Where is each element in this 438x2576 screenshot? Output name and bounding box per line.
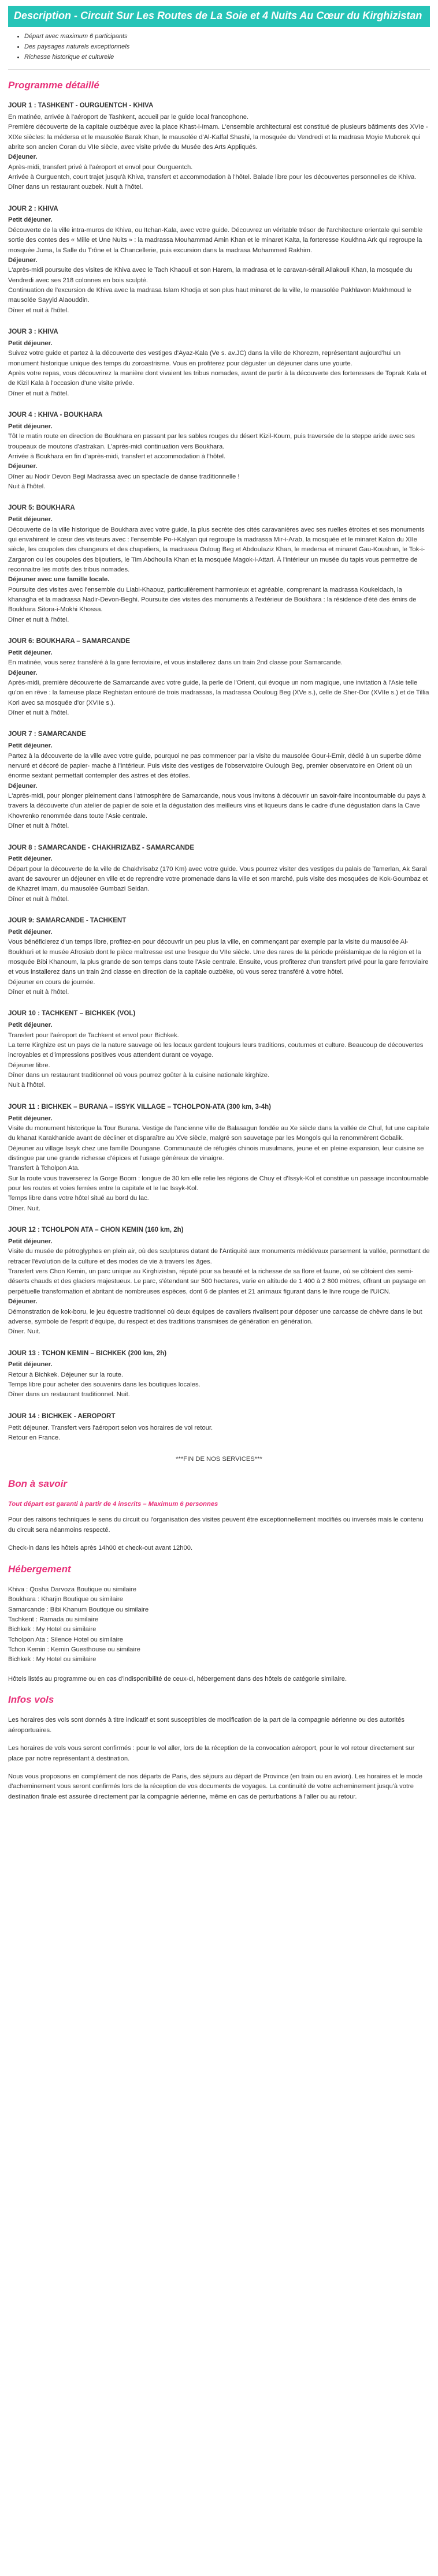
day-block [8, 1225, 430, 1337]
day-line: Suivez votre guide et partez à la découverte des vestiges d'Ayaz-Kala (Ve s. av.JC) dans la ville de Khorezm, représentant aujourd'hui un monument historique unique des temps du zoroastrisme. Vous en profiterez pour déguster un déjeuner dans une yourte. [8, 350, 401, 367]
good-to-know-paragraph: Pour des raisons techniques le sens du circuit ou l'organisation des visites peuvent être exceptionnellement modifiés ou inversés mais le contenu du circuit sera néanmoins respecté. [8, 1516, 424, 1534]
day-line: La terre Kirghize est un pays de la nature sauvage où les locaux gardent toujours leurs traditions, coutumes et culture. Beaucoup de découvertes incroyables et d'impressions positives vous attendent durant ce voyage. [8, 1041, 424, 1059]
day-line: Partez à la découverte de la ville avec votre guide, pourquoi ne pas commencer par la visite du mausolée Gour-i-Emir, dédié à un superbe dôme nervuré et décoré de papier- mache à l'intérieur. Puis visite des vestiges de l'observatoire Oulough Beg, premier observatoire en Orient où un énorme sextant permettait contempler des astres et des étoiles. [8, 752, 422, 780]
day-block [8, 637, 430, 718]
day-block [8, 503, 430, 625]
day-line: Visite du monument historique la Tour Burana. Vestige de l'ancienne ville de Balasagun fondée au Xe siècle dans la vallée de Chuï, fut une capitale du khanat Karakhanide avant de décliner et disparaître au XVe siècle, malgré son sauvetage par les Mongols qui la renommèrent Gobalik. [8, 1124, 429, 1142]
day-line: Petit déjeuner. [8, 1115, 53, 1122]
day-block [8, 730, 430, 831]
day-line: Départ pour la découverte de la ville de Chakhrisabz (170 Km) avec votre guide. Vous pourrez visiter des vestiges du palais de Tamerlan, Ak Saraï avant de savourer un déjeuner en ville et de reprendre votre promenade dans la ville et son marché, puis visite des mosquées de Kok-Goumbaz et de Khazret Imam, du mausolée Gumbazi Seidan. [8, 865, 428, 893]
highlight-item: • Départ avec maximum 6 participants [24, 32, 430, 42]
day-line: Dîner. Nuit. [8, 1328, 40, 1336]
day-line: Démonstration de kok-boru, le jeu équestre traditionnel où deux équipes de cavaliers rivalisent pour déposer une carcasse de chèvre dans le but adverse, symbole de l'esprit d'équipe, du respect et des traditions transmises de génération en génération. [8, 1308, 422, 1325]
day-line: Transfert à Tcholpon Ata. [8, 1165, 80, 1172]
day-line: Retour à Bichkek. Déjeuner sur la route. [8, 1371, 123, 1378]
day-line: Petit déjeuner. [8, 423, 53, 430]
day-line: Dîner et nuit à l'hôtel. [8, 822, 69, 830]
end-of-services: ***FIN DE NOS SERVICES*** [176, 1456, 262, 1463]
day-line: Petit déjeuner. [8, 742, 53, 750]
day-line: Vous bénéficierez d'un temps libre, profitez-en pour découvrir un peu plus la ville, en commençant par exemple par la visite du mausolée Al-Boukhari et le musée Afrosiab dont le pièce maîtresse est une fresque du VIIe siècle. Une des rares de la période préislamique de la région et la mosquée Bibi Khanoum, la plus grande de son temps dans toute l'Asie centrale. Ensuite, vous profiterez d'un transfert privé pour la gare ferroviaire et vous installerez dans un train 2nd classe en direction de la capitale ouzbèke, où vous serez transféré à votre hôtel. [8, 939, 429, 976]
day-line: Première découverte de la capitale ouzbèque avec la place Khast-i-Imam. L'ensemble architectural est constitué de plusieurs bâtiments des XVIe - XIXe siècles: la médersa et le mausolée Barak Khan, le mausolée d'Al-Kaffal Shashi, la mosquée du Vendredi et la madrasa Moyie Muborek qui abrite son ancien Coran du VIIe siècle, avec visite privée du Musée des Arts Appliqués. [8, 124, 428, 151]
day-line: Dîner et nuit à l'hôtel. [8, 616, 69, 623]
highlight-item: • Des paysages naturels exceptionnels [24, 42, 430, 52]
day-line: Dîner et nuit à l'hôtel. [8, 709, 69, 717]
day-block [8, 916, 430, 997]
day-line: Déjeuner. [8, 669, 38, 676]
day-block [8, 1349, 430, 1400]
day-title: JOUR 11 : BICHKEK – BURANA – ISSYK VILLAGE – TCHOLPON-ATA (300 km, 3-4h) [8, 1103, 271, 1111]
day-line: Petit déjeuner. [8, 649, 53, 656]
day-line: Déjeuner au village Issyk chez une famille Doungane. Communauté de réfugiés chinois musulmans, jeune et en pleine expansion, leur cuisine se distingue par une grande richesse d'épices et l'usage généreux de vinaigre. [8, 1145, 424, 1162]
day-line: Petit déjeuner. [8, 1238, 53, 1245]
day-line: Petit déjeuner. [8, 339, 53, 347]
day-line: Temps libre pour acheter des souvenirs dans les boutiques locales. [8, 1381, 201, 1389]
hotel-item: Bichkek : My Hotel ou similaire [8, 1656, 96, 1663]
hotel-item: Tachkent : Ramada ou similaire [8, 1616, 99, 1623]
day-line: Transfert pour l'aéroport de Tachkent et envol pour Bichkek. [8, 1031, 179, 1039]
day-line: Déjeuner en cours de journée. [8, 978, 95, 986]
day-title: JOUR 3 : KHIVA [8, 328, 58, 336]
day-title: JOUR 12 : TCHOLPON ATA – CHON KEMIN (160 km, 2h) [8, 1227, 184, 1234]
flights-paragraph: Les horaires des vols sont donnés à titre indicatif et sont susceptibles de modification de la part de la compagnie aérienne ou des autorités aéroportuaires. [8, 1717, 404, 1734]
day-block [8, 1412, 430, 1444]
hotel-item: Boukhara : Kharjin Boutique ou similaire [8, 1596, 123, 1603]
day-block [8, 204, 430, 316]
day-line: Continuation de l'excursion de Khiva avec la madrasa Islam Khodja et son plus haut minaret de la ville, le mausolée Pakhlavon Makhmoud le mausolée Sayyid Alaouddin. [8, 287, 412, 304]
good-to-know-heading: Bon à savoir [8, 1478, 68, 1489]
day-line: Arrivée à Ourguentch, court trajet jusqu'à Khiva, transfert et accommodation à l'hôtel. Balade libre pour les découvertes personnelles de Khiva. [8, 173, 417, 181]
day-line: L'après-midi poursuite des visites de Khiva avec le Tach Khaouli et son Harem, la madrasa et le caravan-sérail Allakouli Khan, la mosquée du Vendredi avec ses 218 colonnes en bois sculpté. [8, 267, 413, 284]
day-line: Retour en France. [8, 1434, 61, 1442]
day-line: Petit déjeuner. [8, 928, 53, 936]
day-title: JOUR 9: SAMARCANDE - TACHKENT [8, 917, 127, 925]
day-block [8, 843, 430, 905]
day-line: Nuit à l'hôtel. [8, 1082, 46, 1089]
day-line: Tôt le matin route en direction de Boukhara en passant par les sables rouges du désert Kizil-Koum, puis traversée de la steppe aride avec ses troupeaux de moutons d'astrakan. L'après-midi continuation vers Boukhara. [8, 433, 415, 450]
day-block [8, 1009, 430, 1090]
day-title: JOUR 8 : SAMARCANDE - CHAKHRIZABZ - SAMARCANDE [8, 844, 194, 851]
day-block [8, 1102, 430, 1214]
day-line: En matinée, vous serez transféré à la gare ferroviaire, et vous installerez dans un train 2nd classe pour Samarcande. [8, 659, 343, 667]
day-line: Petit déjeuner. [8, 216, 53, 224]
highlight-item: • Richesse historique et culturelle [24, 53, 430, 62]
day-line: Dîner dans un restaurant traditionnel. Nuit. [8, 1391, 130, 1399]
day-line: En matinée, arrivée à l'aéroport de Tashkent, accueil par le guide local francophone. [8, 113, 249, 121]
day-line: Déjeuner. [8, 1298, 38, 1306]
hotel-item: Tcholpon Ata : Silence Hotel ou similaire [8, 1636, 123, 1643]
day-line: Dîner et nuit à l'hôtel. [8, 989, 69, 996]
day-title: JOUR 5: BOUKHARA [8, 504, 75, 512]
day-line: Découverte de la ville intra-muros de Khiva, ou Itchan-Kala, avec votre guide. Découvrez un véritable trésor de l'architecture orientale qui semble sortie des contes des « Mille et Une Nuits » : la madrassa Mouhammad Amin Khan et le minaret Kalta, la forteresse Koukhna Ark qui regroupe la mosquée Juma, la Salle du Trône et la Chancellerie, puis excursion dans la madrasa Mohammed Rakhim. [8, 226, 423, 254]
guaranteed-departure-note: Tout départ est garanti à partir de 4 inscrits – Maximum 6 personnes [8, 1501, 218, 1508]
hotel-item: Samarcande : Bibi Khanum Boutique ou similaire [8, 1606, 149, 1613]
day-line: Sur la route vous traverserez la Gorge Boom : longue de 30 km elle relie les régions de Chuy et d'Issyk-Kol et constitue un passage incontournable pour les routes et voies ferrées entre la capitale et le lac Issyk-Kol. [8, 1175, 429, 1192]
day-line: Arrivée à Boukhara en fin d'après-midi, transfert et accommodation à l'hôtel. [8, 453, 226, 460]
day-line: Petit déjeuner. [8, 1022, 53, 1029]
hotels-note: Hôtels listés au programme ou en cas d'indisponibilité de ceux-ci, hébergement dans des hôtels de catégorie similaire. [8, 1675, 347, 1683]
day-line: Après votre repas, vous découvrirez la manière dont vivaient les tribus nomades, avant de partir à la découverte des forteresses de Toprak Kala et de Kizil Kala à l'occasion d'une visite privée. [8, 369, 427, 387]
good-to-know-paragraph: Check-in dans les hôtels après 14h00 et check-out avant 12h00. [8, 1545, 193, 1552]
day-line: Découverte de la ville historique de Boukhara avec votre guide, la plus secrète des cités caravanières avec ses ruelles étroites et ses monuments qui envahirent le cœur des visiteurs avec : l'ensemble Po-i-Kalyan qui regroupe la madrassa Mir-i-Arab, la mosquée et le minaret Kalon du XIIe siècle, les coupoles des changeurs et des chapeliers, la madrassa Ouloug Beg et Abdoulaziz Khan, le medersa et minaret Gau-Koushan, le Tok-i-Zargaron ou les coupoles des bijoutiers, le Tim Abdhoulla Khan et la mosquée Magok-i-Attari. À l'intérieur un musée du tapis vous permettre de reconnaitre les motifs des tribus nomades. [8, 526, 425, 573]
day-line: Dîner dans un restaurant traditionnel où vous pourrez goûter à la cuisine nationale kirghize. [8, 1072, 270, 1079]
day-line: Temps libre dans votre hôtel situé au bord du lac. [8, 1195, 149, 1202]
day-line: Déjeuner libre. [8, 1061, 50, 1069]
day-line: Dîner et nuit à l'hôtel. [8, 306, 69, 314]
day-line: Déjeuner. [8, 782, 38, 790]
day-line: Nuit à l'hôtel. [8, 483, 46, 491]
day-block [8, 101, 430, 193]
day-line: Déjeuner. [8, 154, 38, 161]
day-title: JOUR 1 : TASHKENT - OURGUENTCH - KHIVA [8, 102, 154, 109]
program-days [8, 101, 430, 1443]
day-title: JOUR 6: BOUKHARA – SAMARCANDE [8, 638, 131, 645]
hotel-item: Khiva : Qosha Darvoza Boutique ou similaire [8, 1586, 136, 1593]
day-line: Déjeuner. [8, 463, 38, 470]
day-line: Visite du musée de pétroglyphes en plein air, où des sculptures datant de l'Antiquité aux monuments médiévaux parsement la vallée, permettant de retracer l'évolution de la culture et des modes de vie à travers les âges. [8, 1248, 430, 1265]
hotel-item: Bichkek : My Hotel ou similaire [8, 1626, 96, 1633]
day-line: Transfert vers Chon Kemin, un parc unique au Kirghizistan, réputé pour sa beauté et la richesse de sa flore et faune, où se côtoient des semi-déserts chauds et des glaciers majestueux. Le parc, s'étendant sur 500 hectares, varie en altitude de 1 400 à 2 800 mètres, offrant un paysage en perpétuelle transformation et abritant de nombreuses espèces, dont 6 de plantes et 21 animaux figurant dans le livre rouge de l'UICN. [8, 1268, 426, 1295]
day-line: Dîner au Nodir Devon Begi Madrassa avec un spectacle de danse traditionnelle ! [8, 473, 240, 480]
day-title: JOUR 10 : TACHKENT – BICHKEK (VOL) [8, 1010, 136, 1018]
day-line: Poursuite des visites avec l'ensemble du Liabi-Khaouz, particulièrement harmonieux et agréable, comprenant la madrassa Koukeldach, la khanagha et la madrassa Nadir-Devon-Beghi. Poursuite des visites des monuments à l'extérieur de Boukhara : la résidence d'été des émirs de Boukhara Sitora-i-Mokhi Khossa. [8, 586, 417, 614]
flights-heading: Infos vols [8, 1694, 54, 1706]
day-title: JOUR 14 : BICHKEK - AEROPORT [8, 1412, 116, 1420]
program-heading: Programme détaillé [8, 79, 99, 91]
day-line: Après-midi, transfert privé à l'aéroport et envol pour Ourguentch. [8, 163, 193, 171]
day-line: Dîner. Nuit. [8, 1205, 40, 1212]
day-line: L'après-midi, pour plonger pleinement dans l'atmosphère de Samarcande, nous vous invitons à découvrir un savoir-faire incontournable du pays à travers la découverte d'un atelier de papier de soie et la dégustation des meilleurs vins et liqueurs dans le cadre d'une dégustation dans la Cave Khovrenko renommée dans toute l'Asie centrale. [8, 792, 426, 820]
divider [8, 69, 430, 70]
day-line: Petit déjeuner. Transfert vers l'aéroport selon vos horaires de vol retour. [8, 1424, 213, 1431]
day-line: Après-midi, première découverte de Samarcande avec votre guide, la perle de l'Orient, qui évoque un nom magique, une invitation à l'Asie telle qu'on en rêve : la fameuse place Reghistan entouré de trois madrassas, la madrassa Oouloug Beg (XVe s.), celle de Sher-Dor (XVIIe s.) et de Tillia Kori avec sa mosquée d'or (XVIIe s.). [8, 679, 429, 706]
hotel-item: Tchon Kemin : Kemin Guesthouse ou similaire [8, 1646, 140, 1654]
flights-paragraph: Les horaires de vols vous seront confirmés : pour le vol aller, lors de la réception de la convocation aéroport, pour le vol retour directement sur place par notre représentant à destination. [8, 1745, 415, 1762]
day-block [8, 327, 430, 399]
day-line: Déjeuner avec une famille locale. [8, 576, 110, 584]
day-line: Petit déjeuner. [8, 516, 53, 524]
flights-paragraph: Nous vous proposons en complément de nos départs de Paris, des séjours au départ de Province (en train ou en avion). Les horaires et le mode d'acheminement vous seront confirmés lors de la réception de vos documents de voyages. La continuité de votre acheminement jusqu'à votre destination finale est assurée directement par la compagnie aérienne, même en cas de perturbations à l'aller ou au retour. [8, 1773, 423, 1800]
hotels-heading: Hébergement [8, 1563, 71, 1575]
day-block [8, 410, 430, 492]
highlights-list [8, 32, 430, 62]
hotels-list [8, 1585, 430, 1665]
day-line: Dîner dans un restaurant ouzbek. Nuit à l'hôtel. [8, 184, 143, 191]
day-line: Déjeuner. [8, 256, 38, 264]
day-title: JOUR 2 : KHIVA [8, 205, 58, 212]
day-line: Petit déjeuner. [8, 855, 53, 863]
day-title: JOUR 13 : TCHON KEMIN – BICHKEK (200 km, 2h) [8, 1349, 167, 1357]
day-line: Petit déjeuner. [8, 1361, 53, 1369]
day-line: Dîner et nuit à l'hôtel. [8, 390, 69, 397]
day-title: JOUR 7 : SAMARCANDE [8, 731, 86, 738]
day-title: JOUR 4 : KHIVA - BOUKHARA [8, 412, 103, 419]
day-line: Dîner et nuit à l'hôtel. [8, 895, 69, 903]
page-title: Description - Circuit Sur Les Routes de La Soie et 4 Nuits Au Cœur du Kirghizistan [8, 6, 430, 27]
